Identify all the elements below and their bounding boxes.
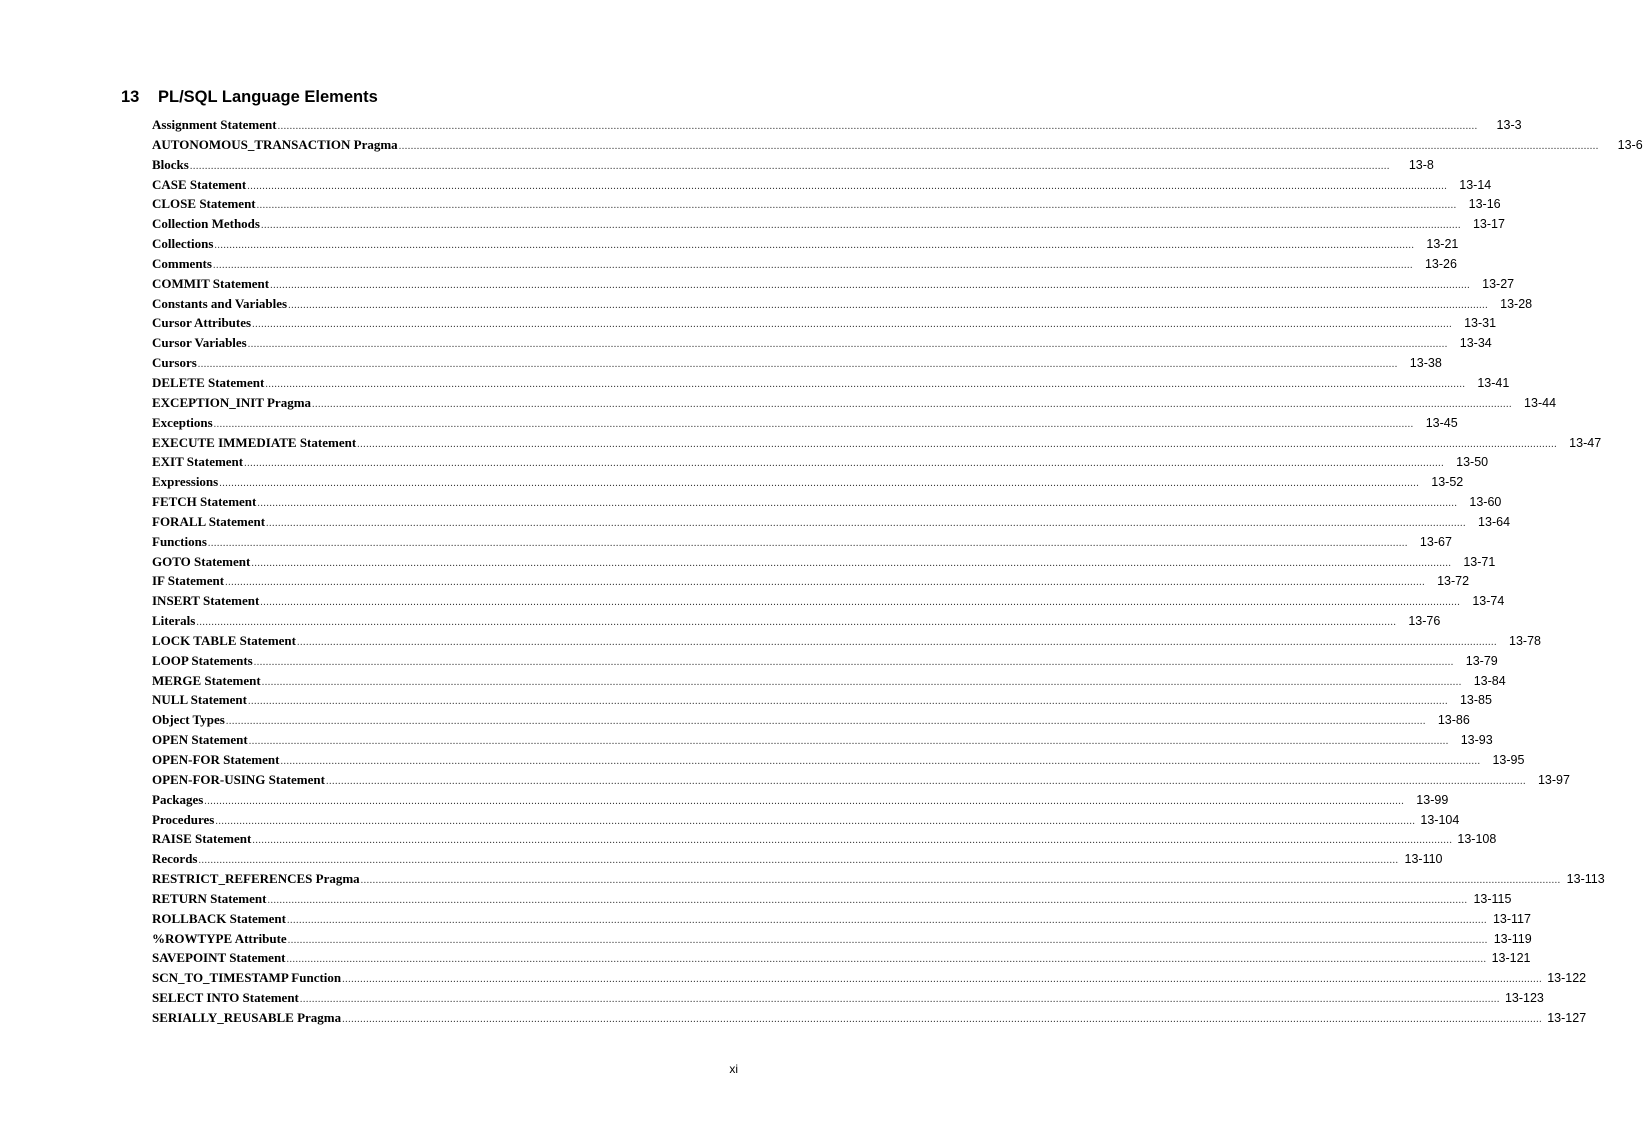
dot-leader: ................................................................................................................................................................................................................................................................................................................................................................................................................ [212, 259, 1413, 271]
toc-entry[interactable] [152, 613, 1441, 633]
toc-entry-title: Comments [152, 255, 212, 271]
toc-entry[interactable] [152, 573, 1470, 593]
chapter-number: 13 [121, 88, 140, 106]
toc-entry[interactable] [152, 831, 1497, 851]
toc-entry[interactable] [152, 950, 1531, 970]
toc-entry-title: RETURN Statement [152, 890, 267, 906]
toc-entry-page: 13-122 [1547, 971, 1587, 986]
dot-leader: ................................................................................................................................................................................................................................................................................................................................................................................................................ [196, 617, 1397, 629]
toc-entry-page: 13-71 [1463, 554, 1496, 569]
dot-leader: ................................................................................................................................................................................................................................................................................................................................................................................................................ [286, 914, 1487, 926]
toc-entry[interactable] [152, 553, 1496, 574]
toc-entry-title: FETCH Statement [152, 494, 257, 510]
dot-leader: ................................................................................................................................................................................................................................................................................................................................................................................................................ [213, 418, 1414, 430]
toc-entry-page: 13-93 [1460, 733, 1493, 748]
toc-entry[interactable] [152, 374, 1510, 395]
toc-entry[interactable] [152, 890, 1512, 911]
toc-entry-page: 13-28 [1500, 296, 1533, 311]
dot-leader: ................................................................................................................................................................................................................................................................................................................................................................................................................ [248, 736, 1449, 748]
toc-entry[interactable] [152, 1009, 1587, 1030]
toc-entry[interactable] [152, 910, 1531, 931]
toc-entry-title: SERIALLY_REUSABLE Pragma [152, 1009, 342, 1025]
toc-entry-title: Collections [152, 236, 214, 252]
toc-entry-title: OPEN-FOR-USING Statement [152, 771, 325, 787]
toc-entry[interactable] [152, 771, 1570, 792]
toc-entry-page: 13-104 [1420, 812, 1460, 827]
toc-entry-page: 13-127 [1547, 1010, 1587, 1025]
toc-entry-title: IF Statement [152, 573, 225, 589]
toc-entry-page: 13-99 [1416, 792, 1449, 807]
toc-entry-page: 13-117 [1492, 911, 1531, 926]
dot-leader: ................................................................................................................................................................................................................................................................................................................................................................................................................ [287, 934, 1488, 946]
toc-entry-page: 13-27 [1482, 276, 1515, 291]
toc-entry-page: 13-44 [1524, 395, 1557, 410]
toc-entry-title: Collection Methods [152, 216, 260, 232]
dot-leader: ................................................................................................................................................................................................................................................................................................................................................................................................................ [277, 121, 1478, 132]
toc-entry[interactable] [152, 117, 1522, 137]
toc-entry-page: 13-76 [1408, 614, 1441, 629]
dot-leader: ................................................................................................................................................................................................................................................................................................................................................................................................................ [225, 577, 1426, 589]
toc-entry-page: 13-72 [1437, 574, 1470, 589]
toc-entry[interactable] [152, 176, 1492, 197]
page-number: xi [729, 1062, 738, 1076]
dot-leader: ................................................................................................................................................................................................................................................................................................................................................................................................................ [198, 855, 1399, 867]
dot-leader: ................................................................................................................................................................................................................................................................................................................................................................................................................ [214, 240, 1415, 252]
toc-entry[interactable] [152, 632, 1541, 653]
toc-entry-page: 13-45 [1425, 415, 1458, 430]
dot-leader: ................................................................................................................................................................................................................................................................................................................................................................................................................ [286, 954, 1487, 966]
dot-leader: ................................................................................................................................................................................................................................................................................................................................................................................................................ [342, 974, 1543, 986]
toc-entry-title: Procedures [152, 811, 215, 827]
toc-entry[interactable] [152, 990, 1544, 1010]
toc-entry-page: 13-3 [1496, 118, 1522, 132]
toc-entry-page: 13-113 [1566, 872, 1605, 887]
dot-leader: ................................................................................................................................................................................................................................................................................................................................................................................................................ [197, 359, 1398, 371]
toc-entry-page: 13-38 [1409, 356, 1442, 371]
toc-entry-title: Literals [152, 613, 196, 629]
dot-leader: ................................................................................................................................................................................................................................................................................................................................................................................................................ [312, 398, 1513, 410]
toc-entry[interactable] [152, 652, 1498, 673]
toc-entry-page: 13-34 [1459, 336, 1492, 351]
dot-leader: ................................................................................................................................................................................................................................................................................................................................................................................................................ [252, 835, 1453, 847]
toc-entry[interactable] [152, 275, 1515, 296]
dot-leader: ................................................................................................................................................................................................................................................................................................................................................................................................................ [342, 1013, 1543, 1025]
toc-entry-page: 13-50 [1456, 455, 1489, 470]
toc-entry-page: 13-85 [1459, 693, 1492, 708]
toc-entry[interactable] [152, 513, 1511, 534]
toc-list [152, 117, 1643, 1030]
toc-entry[interactable] [152, 732, 1493, 752]
dot-leader: ................................................................................................................................................................................................................................................................................................................................................................................................................ [189, 160, 1390, 172]
dot-leader: ................................................................................................................................................................................................................................................................................................................................................................................................................ [280, 756, 1481, 767]
toc-entry[interactable] [152, 970, 1587, 990]
toc-entry[interactable] [152, 811, 1460, 832]
toc-entry-page: 13-115 [1473, 891, 1512, 906]
toc-entry-title: Cursor Variables [152, 335, 247, 351]
dot-leader: ................................................................................................................................................................................................................................................................................................................................................................................................................ [360, 875, 1561, 887]
toc-entry-title: MERGE Statement [152, 672, 261, 688]
toc-entry-title: SELECT INTO Statement [152, 990, 299, 1006]
dot-leader: ................................................................................................................................................................................................................................................................................................................................................................................................................ [325, 775, 1526, 787]
toc-entry-title: Cursor Attributes [152, 315, 252, 331]
toc-entry[interactable] [152, 196, 1501, 216]
toc-entry-title: EXCEPTION_INIT Pragma [152, 394, 312, 410]
toc-entry-title: RAISE Statement [152, 831, 252, 847]
toc-entry-title: SAVEPOINT Statement [152, 950, 286, 966]
toc-entry-title: Records [152, 851, 198, 867]
toc-entry-page: 13-41 [1477, 375, 1510, 390]
toc-entry-title: FORALL Statement [152, 513, 266, 529]
toc-entry[interactable] [152, 315, 1497, 335]
toc-entry[interactable] [152, 454, 1489, 474]
toc-entry-title: INSERT Statement [152, 593, 260, 609]
toc-entry-title: OPEN Statement [152, 732, 248, 748]
toc-entry[interactable] [152, 851, 1443, 871]
toc-entry-title: Packages [152, 791, 204, 807]
toc-entry-title: Assignment Statement [152, 117, 277, 132]
dot-leader: ................................................................................................................................................................................................................................................................................................................................................................................................................ [257, 498, 1458, 510]
toc-entry-page: 13-60 [1469, 495, 1502, 510]
toc-entry-title: AUTONOMOUS_TRANSACTION Pragma [152, 136, 398, 152]
toc-entry-title: %ROWTYPE Attribute [152, 930, 287, 946]
toc-entry-page: 13-86 [1437, 713, 1470, 728]
dot-leader: ................................................................................................................................................................................................................................................................................................................................................................................................................ [225, 716, 1426, 728]
toc-entry-page: 13-79 [1465, 653, 1498, 668]
dot-leader: ................................................................................................................................................................................................................................................................................................................................................................................................................ [247, 180, 1448, 192]
toc-entry-page: 13-52 [1431, 475, 1464, 490]
dot-leader: ................................................................................................................................................................................................................................................................................................................................................................................................................ [261, 676, 1462, 688]
toc-entry[interactable] [152, 255, 1457, 276]
toc-entry-title: COMMIT Statement [152, 275, 270, 291]
toc-entry[interactable] [152, 414, 1458, 435]
toc-entry[interactable] [152, 712, 1470, 732]
dot-leader: ................................................................................................................................................................................................................................................................................................................................................................................................................ [288, 299, 1489, 311]
dot-leader: ................................................................................................................................................................................................................................................................................................................................................................................................................ [357, 438, 1558, 450]
toc-entry-page: 13-16 [1468, 197, 1501, 212]
toc-entry-page: 13-121 [1491, 951, 1531, 966]
toc-entry[interactable] [152, 533, 1452, 554]
toc-entry-page: 13-17 [1472, 217, 1505, 232]
toc-entry-title: Cursors [152, 355, 197, 371]
toc-entry[interactable] [152, 593, 1505, 613]
toc-entry-title: OPEN-FOR Statement [152, 752, 280, 767]
toc-entry-page: 13-64 [1478, 514, 1511, 529]
dot-leader: ................................................................................................................................................................................................................................................................................................................................................................................................................ [398, 140, 1599, 152]
toc-entry[interactable] [152, 434, 1602, 455]
dot-leader: ................................................................................................................................................................................................................................................................................................................................................................................................................ [253, 656, 1454, 668]
toc-entry-title: SCN_TO_TIMESTAMP Function [152, 970, 342, 986]
chapter-title: PL/SQL Language Elements [158, 88, 378, 106]
toc-entry-page: 13-47 [1569, 435, 1602, 450]
dot-leader: ................................................................................................................................................................................................................................................................................................................................................................................................................ [252, 319, 1453, 331]
toc-entry-title: Object Types [152, 712, 225, 728]
toc-entry-page: 13-108 [1457, 832, 1497, 847]
toc-entry-title: Constants and Variables [152, 295, 288, 311]
toc-entry[interactable] [152, 692, 1492, 712]
dot-leader: ................................................................................................................................................................................................................................................................................................................................................................................................................ [247, 339, 1448, 351]
chapter-heading [121, 88, 378, 107]
toc-entry-title: Exceptions [152, 414, 213, 430]
toc-entry-page: 13-21 [1426, 237, 1459, 252]
toc-entry[interactable] [152, 295, 1533, 316]
dot-leader: ................................................................................................................................................................................................................................................................................................................................................................................................................ [204, 795, 1405, 807]
toc-entry-title: ROLLBACK Statement [152, 910, 286, 926]
dot-leader: ................................................................................................................................................................................................................................................................................................................................................................................................................ [266, 517, 1467, 529]
dot-leader: ................................................................................................................................................................................................................................................................................................................................................................................................................ [256, 200, 1457, 212]
toc-entry-title: CLOSE Statement [152, 196, 256, 212]
toc-entry-title: RESTRICT_REFERENCES Pragma [152, 871, 360, 887]
toc-entry[interactable] [152, 930, 1532, 951]
toc-entry-title: Expressions [152, 474, 219, 490]
toc-entry-title: Functions [152, 533, 207, 549]
toc-entry-page: 13-31 [1464, 316, 1497, 331]
toc-entry-page: 13-84 [1473, 673, 1506, 688]
dot-leader: ................................................................................................................................................................................................................................................................................................................................................................................................................ [251, 557, 1452, 569]
dot-leader: ................................................................................................................................................................................................................................................................................................................................................................................................................ [265, 378, 1466, 390]
toc-entry-title: LOOP Statements [152, 652, 253, 668]
toc-entry-page: 13-26 [1424, 256, 1457, 271]
dot-leader: ................................................................................................................................................................................................................................................................................................................................................................................................................ [247, 696, 1448, 708]
dot-leader: ................................................................................................................................................................................................................................................................................................................................................................................................................ [296, 636, 1497, 648]
toc-entry[interactable] [152, 156, 1434, 177]
toc-entry[interactable] [152, 791, 1449, 812]
toc-entry-page: 13-119 [1493, 931, 1532, 946]
toc-entry-title: EXECUTE IMMEDIATE Statement [152, 434, 357, 450]
toc-entry[interactable] [152, 394, 1557, 415]
toc-entry-title: EXIT Statement [152, 454, 244, 470]
toc-entry[interactable] [152, 494, 1502, 514]
dot-leader: ................................................................................................................................................................................................................................................................................................................................................................................................................ [215, 815, 1416, 827]
toc-entry[interactable] [152, 752, 1525, 772]
dot-leader: ................................................................................................................................................................................................................................................................................................................................................................................................................ [270, 279, 1471, 291]
toc-entry[interactable] [152, 236, 1459, 256]
toc-entry[interactable] [152, 335, 1492, 355]
dot-leader: ................................................................................................................................................................................................................................................................................................................................................................................................................ [260, 220, 1461, 232]
dot-leader: ................................................................................................................................................................................................................................................................................................................................................................................................................ [244, 458, 1445, 470]
toc-entry-page: 13-74 [1472, 594, 1505, 609]
toc-entry-title: GOTO Statement [152, 553, 251, 569]
toc-entry-page: 13-14 [1459, 177, 1492, 192]
dot-leader: ................................................................................................................................................................................................................................................................................................................................................................................................................ [267, 894, 1468, 906]
toc-entry-title: NULL Statement [152, 692, 247, 708]
dot-leader: ................................................................................................................................................................................................................................................................................................................................................................................................................ [299, 994, 1500, 1006]
dot-leader: ................................................................................................................................................................................................................................................................................................................................................................................................................ [207, 537, 1408, 549]
toc-entry-title: CASE Statement [152, 176, 247, 192]
toc-entry[interactable] [152, 474, 1464, 494]
toc-entry-page: 13-95 [1492, 753, 1525, 767]
toc-entry-page: 13-97 [1537, 772, 1570, 787]
toc-entry[interactable] [152, 672, 1506, 693]
toc-entry-page: 13-110 [1404, 852, 1443, 867]
toc-entry-page: 13-67 [1419, 534, 1452, 549]
toc-entry[interactable] [152, 216, 1505, 236]
toc-entry-page: 13-78 [1509, 633, 1541, 648]
toc-entry[interactable] [152, 871, 1605, 891]
toc-entry-page: 13-6 [1617, 137, 1643, 152]
dot-leader: ................................................................................................................................................................................................................................................................................................................................................................................................................ [260, 597, 1461, 609]
toc-entry[interactable] [152, 136, 1643, 157]
toc-entry-page: 13-123 [1504, 991, 1544, 1006]
toc-entry-page: 13-8 [1408, 157, 1434, 172]
toc-entry-title: Blocks [152, 156, 189, 172]
dot-leader: ................................................................................................................................................................................................................................................................................................................................................................................................................ [219, 478, 1420, 490]
toc-entry-title: LOCK TABLE Statement [152, 632, 296, 648]
toc-entry-title: DELETE Statement [152, 374, 265, 390]
toc-entry[interactable] [152, 355, 1442, 375]
